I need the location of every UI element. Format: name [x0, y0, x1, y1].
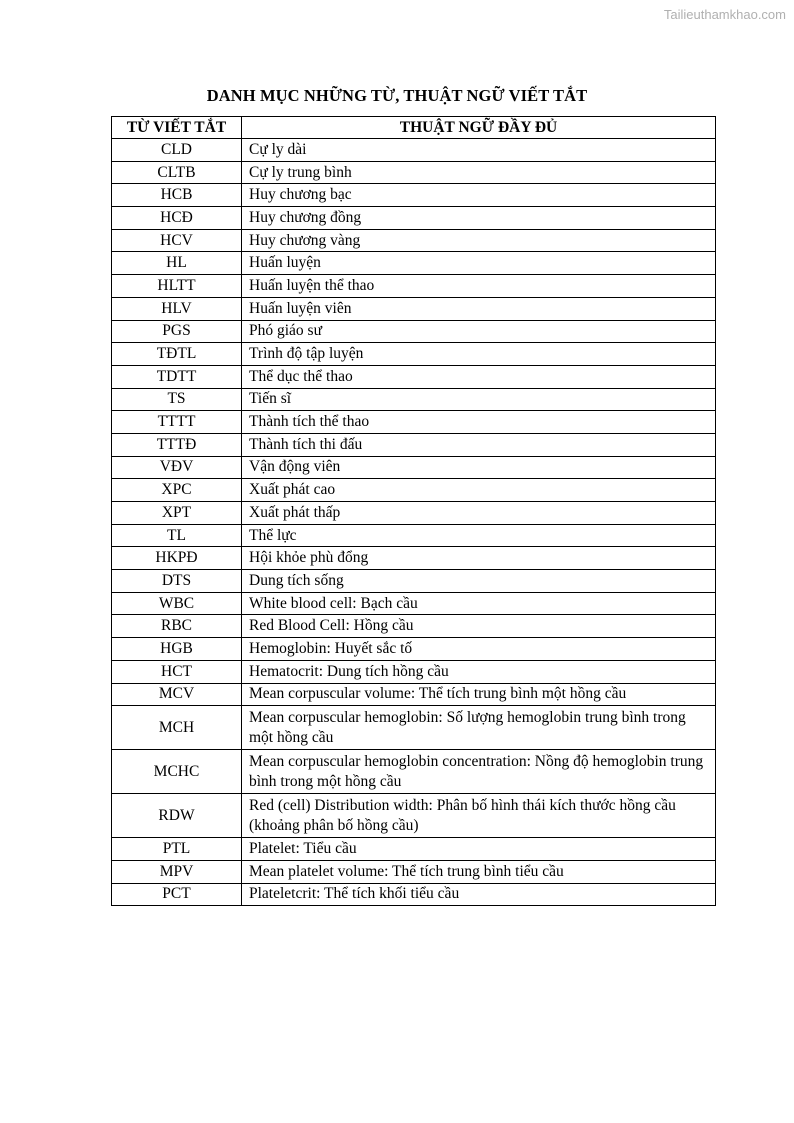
abbreviation-cell: MCV: [112, 683, 242, 706]
abbreviation-cell: TL: [112, 524, 242, 547]
term-cell: Vận động viên: [242, 456, 716, 479]
term-cell: Huy chương đồng: [242, 207, 716, 230]
term-cell: Huấn luyện: [242, 252, 716, 275]
column-header-full-term: THUẬT NGỮ ĐẦY ĐỦ: [242, 117, 716, 139]
term-cell: Huấn luyện thể thao: [242, 275, 716, 298]
abbreviation-cell: XPC: [112, 479, 242, 502]
term-cell: Plateletcrit: Thể tích khối tiểu cầu: [242, 883, 716, 906]
table-row: [112, 570, 716, 593]
table-row: [112, 524, 716, 547]
table-row: [112, 683, 716, 706]
term-cell: Huấn luyện viên: [242, 297, 716, 320]
abbreviation-cell: HL: [112, 252, 242, 275]
table-row: [112, 388, 716, 411]
abbreviation-cell: MPV: [112, 860, 242, 883]
term-cell: Cự ly trung bình: [242, 161, 716, 184]
abbreviation-cell: HCT: [112, 660, 242, 683]
term-cell: Platelet: Tiểu cầu: [242, 838, 716, 861]
table-row: [112, 229, 716, 252]
abbreviation-cell: HGB: [112, 638, 242, 661]
table-row: [112, 365, 716, 388]
abbreviation-cell: TTTT: [112, 411, 242, 434]
abbreviation-cell: PTL: [112, 838, 242, 861]
term-cell: Huy chương vàng: [242, 229, 716, 252]
abbreviation-cell: TĐTL: [112, 343, 242, 366]
abbreviation-cell: TS: [112, 388, 242, 411]
abbreviation-cell: PCT: [112, 883, 242, 906]
table-row: [112, 207, 716, 230]
table-row: [112, 433, 716, 456]
term-cell: Xuất phát thấp: [242, 502, 716, 525]
table-row: [112, 615, 716, 638]
table-row: [112, 706, 716, 750]
table-row: [112, 638, 716, 661]
abbreviation-cell: WBC: [112, 592, 242, 615]
term-cell: Xuất phát cao: [242, 479, 716, 502]
abbreviation-cell: HLV: [112, 297, 242, 320]
abbreviation-cell: RBC: [112, 615, 242, 638]
table-row: [112, 139, 716, 162]
abbreviation-cell: VĐV: [112, 456, 242, 479]
abbreviation-cell: DTS: [112, 570, 242, 593]
table-header-row: [112, 117, 716, 139]
abbreviation-cell: HCĐ: [112, 207, 242, 230]
term-cell: Hội khỏe phù đổng: [242, 547, 716, 570]
term-cell: Red Blood Cell: Hồng cầu: [242, 615, 716, 638]
abbreviation-cell: RDW: [112, 794, 242, 838]
abbreviation-cell: CLD: [112, 139, 242, 162]
table-row: [112, 502, 716, 525]
term-cell: Mean corpuscular hemoglobin concentration: Nồng độ hemoglobin trung bình trong một hồng cầu: [242, 750, 716, 794]
term-cell: Tiến sĩ: [242, 388, 716, 411]
term-cell: Mean platelet volume: Thể tích trung bình tiểu cầu: [242, 860, 716, 883]
term-cell: White blood cell: Bạch cầu: [242, 592, 716, 615]
term-cell: Cự ly dài: [242, 139, 716, 162]
term-cell: Mean corpuscular volume: Thể tích trung bình một hồng cầu: [242, 683, 716, 706]
abbreviation-cell: CLTB: [112, 161, 242, 184]
abbreviation-cell: XPT: [112, 502, 242, 525]
term-cell: Thành tích thi đấu: [242, 433, 716, 456]
table-row: [112, 252, 716, 275]
abbreviation-cell: HKPĐ: [112, 547, 242, 570]
table-row: [112, 275, 716, 298]
term-cell: Hematocrit: Dung tích hồng cầu: [242, 660, 716, 683]
table-row: [112, 297, 716, 320]
term-cell: Phó giáo sư: [242, 320, 716, 343]
abbreviation-cell: TDTT: [112, 365, 242, 388]
term-cell: Mean corpuscular hemoglobin: Số lượng hemoglobin trung bình trong một hồng cầu: [242, 706, 716, 750]
abbreviation-cell: MCHC: [112, 750, 242, 794]
table-row: [112, 320, 716, 343]
table-row: [112, 161, 716, 184]
table-row: [112, 184, 716, 207]
table-row: [112, 479, 716, 502]
abbreviation-table: [111, 116, 716, 906]
abbreviation-cell: TTTĐ: [112, 433, 242, 456]
column-header-abbreviation: TỪ VIẾT TẮT: [112, 117, 242, 139]
table-row: [112, 750, 716, 794]
term-cell: Hemoglobin: Huyết sắc tố: [242, 638, 716, 661]
term-cell: Huy chương bạc: [242, 184, 716, 207]
table-row: [112, 592, 716, 615]
abbreviation-cell: MCH: [112, 706, 242, 750]
term-cell: Red (cell) Distribution width: Phân bố hình thái kích thước hồng cầu (khoảng phân bố hồng cầu): [242, 794, 716, 838]
abbreviation-cell: HCB: [112, 184, 242, 207]
table-row: [112, 838, 716, 861]
term-cell: Dung tích sống: [242, 570, 716, 593]
term-cell: Thành tích thể thao: [242, 411, 716, 434]
table-row: [112, 883, 716, 906]
term-cell: Thể dục thể thao: [242, 365, 716, 388]
table-row: [112, 547, 716, 570]
abbreviation-cell: PGS: [112, 320, 242, 343]
table-row: [112, 860, 716, 883]
abbreviation-cell: HCV: [112, 229, 242, 252]
page-title: DANH MỤC NHỮNG TỪ, THUẬT NGỮ VIẾT TẮT: [206, 86, 588, 105]
term-cell: Trình độ tập luyện: [242, 343, 716, 366]
watermark: Tailieuthamkhao.com: [663, 7, 786, 22]
abbreviation-cell: HLTT: [112, 275, 242, 298]
table-row: [112, 456, 716, 479]
table-row: [112, 660, 716, 683]
table-row: [112, 794, 716, 838]
table-row: [112, 343, 716, 366]
table-row: [112, 411, 716, 434]
term-cell: Thể lực: [242, 524, 716, 547]
